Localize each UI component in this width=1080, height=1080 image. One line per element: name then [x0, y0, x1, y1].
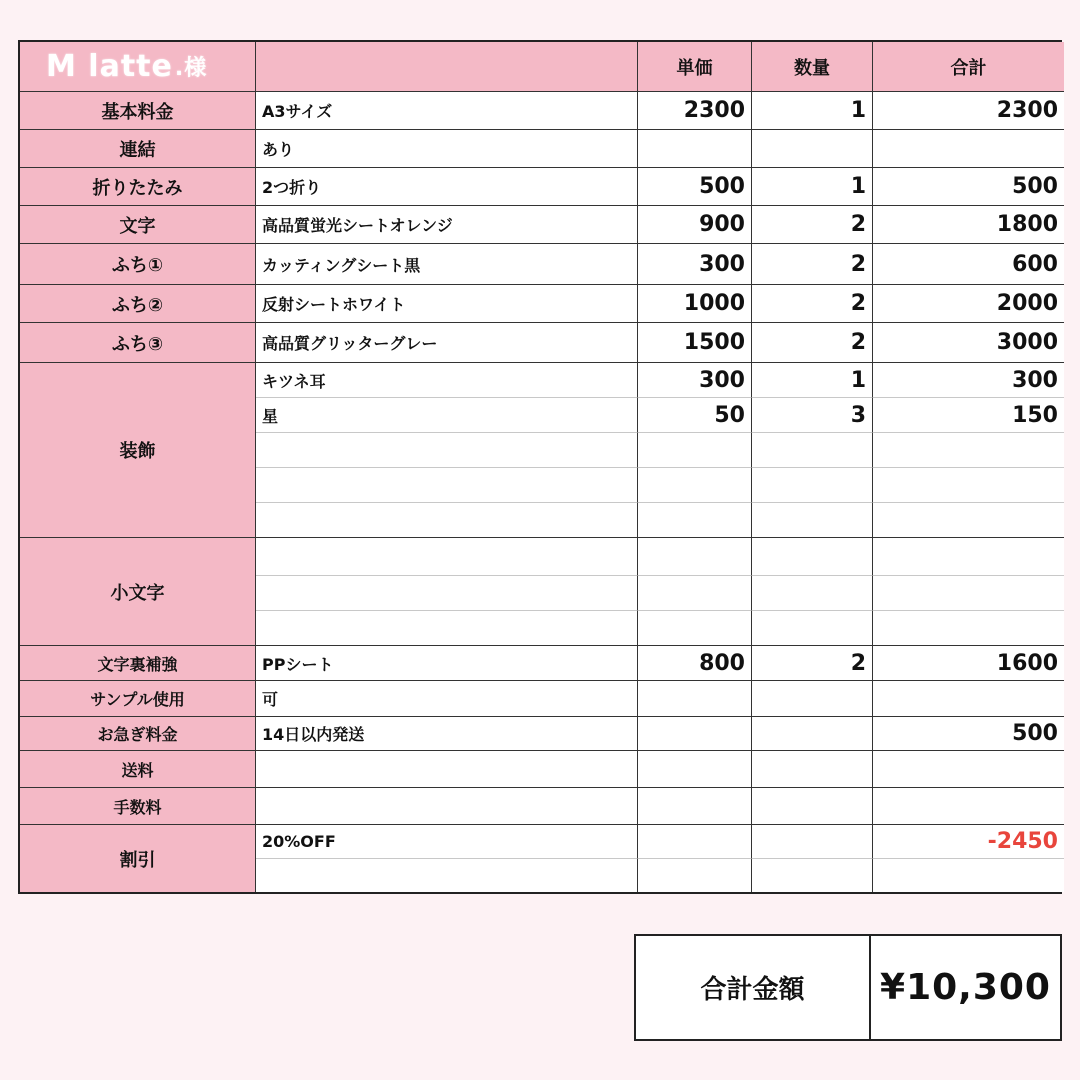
small-letters-total — [873, 538, 1064, 576]
row-qty-rush-fee — [752, 717, 873, 751]
row-total-border1: 600 — [873, 244, 1064, 285]
row-total-joining — [873, 130, 1064, 168]
row-desc-border3: 高品質グリッターグレー — [256, 323, 638, 363]
row-qty-border2: 2 — [752, 285, 873, 323]
decoration-price: 50 — [638, 398, 752, 433]
row-label-letters: 文字 — [20, 206, 256, 244]
row-desc-joining: あり — [256, 130, 638, 168]
small-letters-price — [638, 576, 752, 611]
row-price-rush-fee — [638, 717, 752, 751]
row-price-border1: 300 — [638, 244, 752, 285]
decoration-total — [873, 433, 1064, 468]
row-label-handling-fee: 手数料 — [20, 788, 256, 825]
row-label-border2: ふち② — [20, 285, 256, 323]
row-desc-rush-fee: 14日以内発送 — [256, 717, 638, 751]
decoration-total: 300 — [873, 363, 1064, 398]
small-letters-price — [638, 611, 752, 646]
row-price-shipping — [638, 751, 752, 788]
row-price-border3: 1500 — [638, 323, 752, 363]
row-label-border3: ふち③ — [20, 323, 256, 363]
discount-price — [638, 825, 752, 859]
row-qty-sample-use — [752, 681, 873, 717]
row-label-small-letters: 小文字 — [20, 538, 256, 646]
decoration-desc — [256, 468, 638, 503]
decoration-qty — [752, 468, 873, 503]
row-price-back-reinforce: 800 — [638, 646, 752, 681]
grand-total-amount: ¥10,300 — [880, 967, 1051, 1008]
discount-price — [638, 859, 752, 892]
row-label-sample-use: サンプル使用 — [20, 681, 256, 717]
grand-total-label: 合計金額 — [636, 936, 871, 1039]
row-total-base-fee: 2300 — [873, 92, 1064, 130]
small-letters-desc — [256, 611, 638, 646]
small-letters-total — [873, 611, 1064, 646]
unit-price-header: 単価 — [638, 42, 752, 92]
small-letters-price — [638, 538, 752, 576]
row-desc-border1: カッティングシート黒 — [256, 244, 638, 285]
row-price-sample-use — [638, 681, 752, 717]
decoration-price: 300 — [638, 363, 752, 398]
row-qty-back-reinforce: 2 — [752, 646, 873, 681]
row-qty-handling-fee — [752, 788, 873, 825]
row-total-back-reinforce: 1600 — [873, 646, 1064, 681]
row-desc-letters: 高品質蛍光シートオレンジ — [256, 206, 638, 244]
small-letters-desc — [256, 538, 638, 576]
row-total-sample-use — [873, 681, 1064, 717]
discount-total: -2450 — [873, 825, 1064, 859]
row-desc-back-reinforce: PPシート — [256, 646, 638, 681]
row-label-folding: 折りたたみ — [20, 168, 256, 206]
row-label-border1: ふち① — [20, 244, 256, 285]
honorific: .様 — [174, 56, 208, 81]
row-label-decoration: 装飾 — [20, 363, 256, 538]
row-total-border3: 3000 — [873, 323, 1064, 363]
row-label-discount: 割引 — [20, 825, 256, 892]
row-total-folding: 500 — [873, 168, 1064, 206]
row-desc-border2: 反射シートホワイト — [256, 285, 638, 323]
discount-qty — [752, 825, 873, 859]
row-price-joining — [638, 130, 752, 168]
row-total-letters: 1800 — [873, 206, 1064, 244]
decoration-total: 150 — [873, 398, 1064, 433]
row-desc-sample-use: 可 — [256, 681, 638, 717]
customer-name: M latte — [46, 49, 173, 84]
row-qty-shipping — [752, 751, 873, 788]
row-total-border2: 2000 — [873, 285, 1064, 323]
small-letters-desc — [256, 576, 638, 611]
customer-name-cell — [20, 42, 256, 92]
row-label-back-reinforce: 文字裏補強 — [20, 646, 256, 681]
small-letters-qty — [752, 576, 873, 611]
decoration-qty: 3 — [752, 398, 873, 433]
row-desc-folding: 2つ折り — [256, 168, 638, 206]
row-price-letters: 900 — [638, 206, 752, 244]
decoration-desc: 星 — [256, 398, 638, 433]
decoration-qty — [752, 503, 873, 538]
row-qty-letters: 2 — [752, 206, 873, 244]
row-total-shipping — [873, 751, 1064, 788]
small-letters-total — [873, 576, 1064, 611]
total-header: 合計 — [873, 42, 1064, 92]
row-label-shipping: 送料 — [20, 751, 256, 788]
row-qty-folding: 1 — [752, 168, 873, 206]
row-desc-handling-fee — [256, 788, 638, 825]
description-header — [256, 42, 638, 92]
decoration-price — [638, 433, 752, 468]
decoration-price — [638, 503, 752, 538]
grand-total-box — [634, 934, 1062, 1041]
row-desc-base-fee: A3サイズ — [256, 92, 638, 130]
discount-desc: 20%OFF — [256, 825, 638, 859]
small-letters-qty — [752, 611, 873, 646]
row-total-rush-fee: 500 — [873, 717, 1064, 751]
small-letters-qty — [752, 538, 873, 576]
row-desc-shipping — [256, 751, 638, 788]
discount-qty — [752, 859, 873, 892]
row-qty-joining — [752, 130, 873, 168]
row-price-handling-fee — [638, 788, 752, 825]
row-qty-base-fee: 1 — [752, 92, 873, 130]
decoration-total — [873, 503, 1064, 538]
row-qty-border1: 2 — [752, 244, 873, 285]
decoration-desc: キツネ耳 — [256, 363, 638, 398]
decoration-qty: 1 — [752, 363, 873, 398]
decoration-total — [873, 468, 1064, 503]
decoration-desc — [256, 433, 638, 468]
discount-desc — [256, 859, 638, 892]
decoration-desc — [256, 503, 638, 538]
row-label-joining: 連結 — [20, 130, 256, 168]
decoration-price — [638, 468, 752, 503]
row-qty-border3: 2 — [752, 323, 873, 363]
discount-total — [873, 859, 1064, 892]
row-price-folding: 500 — [638, 168, 752, 206]
row-total-handling-fee — [873, 788, 1064, 825]
row-label-base-fee: 基本料金 — [20, 92, 256, 130]
row-price-border2: 1000 — [638, 285, 752, 323]
decoration-qty — [752, 433, 873, 468]
estimate-table — [18, 40, 1062, 894]
row-label-rush-fee: お急ぎ料金 — [20, 717, 256, 751]
row-price-base-fee: 2300 — [638, 92, 752, 130]
quantity-header: 数量 — [752, 42, 873, 92]
